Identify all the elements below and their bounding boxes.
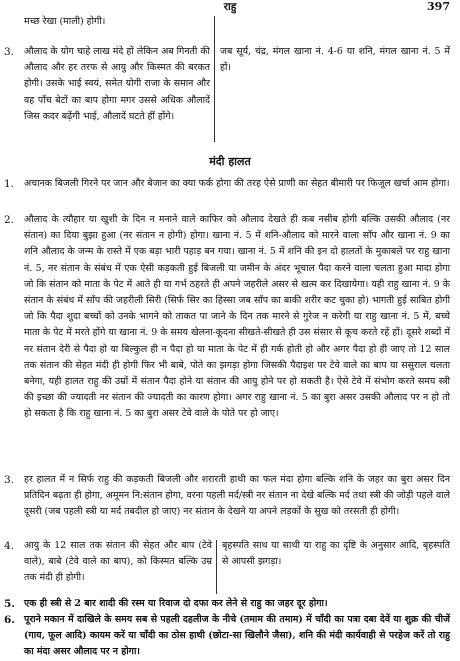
item-number: 4. [4, 540, 15, 552]
page-number: 397 [427, 0, 450, 13]
para-text: अचानक बिजली गिरने पर जान और बेजान का क्या फर्क होगा की तरह ऐसे प्राणी का सेहत बीमारी पर फिजूल खर्चा आम होगा। [24, 178, 450, 189]
para-number: 1. [4, 178, 15, 190]
page-header-title: राहु [223, 1, 237, 13]
para-text: पूराने मकान में दाखिले के समय सब से पहली दहलीज के नीचे (तमाम की तमाम) में चाँदी का पत्रा दबा देवें या शुक्र की चीजें (गाय, फूल आदि) कायम करें या चाँदी का ठोस हाथी (छोटा-सा खिलौने जैसा), शनि की मंदी कार्यवाही से परहेज करें तो राहु का मंदा असर औलाद पर न होगा। [24, 614, 450, 658]
table-divider [216, 540, 217, 594]
table-cell-text: औलाद के योग चाहे लाख मंदे हों लेकिन अब गिनती की औलाद और हर तरफ से आयु और किस्मत की बरकत होगी। उसके भाई स्वयं, समेत योगी राजा के समान और वह पाँच बेटों का बाप होगा मगर उससे अधिक औलादें जिस कदर बढ़ेंगी भाई, औलादें घटते हीं होंगे। [24, 46, 210, 122]
item-number: 3. [4, 46, 15, 58]
table-cell-condition: बृहस्पति साथ या साथी या राहु का दृष्टि के अनुसार आदि, बृहस्पति से आपसी झगड़ा। [222, 540, 450, 568]
table-divider [214, 16, 215, 142]
para-number: 3. [4, 474, 15, 486]
para-text: एक ही स्त्री से 2 बार शादी की रस्म या रिवाज दो दफा कर लेने से राहु का जहर दूर होगा। [24, 598, 328, 609]
table-cell-text: मच्छ रेखा (माली) होगी। [24, 16, 106, 27]
para-text: हर हालत में न सिर्फ राहु की कड़कती बिजली और शरारती हाथी का फल मंदा होगा बल्कि शनि के जहर का बुरा असर दिन प्रतिदिन बढ़ता ही होगा, अमूमन नि:संतान होगा, वरना पहली मर्द/स्त्री नर संतान ना देखे बल्कि मर्द तथा स्त्री की जोड़ी पहले वाले दूसरी (जब पहली स्त्री या मर्द तबदील हो जाए) नर संतान के देखने या अपने लड़कों के सुख को तरसती ही होगी। [24, 474, 450, 518]
table-cell-condition: जब सूर्य, चंद्र, मंगल खाना नं. 4-6 या शनि, मंगल खाना नं. 5 में हों। [220, 46, 450, 74]
table-cell-text: आयु के 12 साल तक संतान की सेहत और बाप (टेवे वाले), बाबे (टेवे वाले का बाप), को किस्मत बल्कि उम्र तक मंदी ही होगी। [24, 540, 212, 584]
para-text: औलाद के त्यौहार या खुशी के दिन न मनाने वाले काफिर को औलाद देखते ही कब नसीब होगी बल्कि उसकी औलाद (नर संतान) का दिया बुझा हुआ (नर संतान न होगी) होगा। खाना नं. 5 में शनि-औलाद को मारने वाला साँप और खाना नं. 9 का शनि औलाद के जन्म के रास्ते में एक बड़ा भारी पहाड़ बन गया। खाना नं. 5 में शनि की इन दो हालतों के मुकाबले पर राहु खाना नं. 5, नर संतान के संबंध में एक ऐसी कड़कती हुई बिजली या जमीन के अंदर भूचाल पैदा करने वाला चलता हुआ मादा होगा जो कि संतान को माता के पेट में आते ही या गर्भ ठहरते ही अपने जहरीले असर से खत्म कर दिखायेगा। यही राहु खाना नं. 9 के संतान के संबंध में साँप की जहरीली सिरी (सिर्फ सिर का हिस्सा जब साँप का बाकी शरीर कट चुका हो) भागती हुई साबित होगी जो कि पैदा शुदा बच्चों को उनके भागने को ताकत पा जाने के दिन तक मारने से गुरेज न करेगी या राहु खाना नं. 5 में, बच्चे माता के पेट में मरते होंगे या खाना नं. 9 के समय खेलना-कूदना सीखते-सीखते ही उस संसार से कूच करते रहें हों। दूसरे शब्दों में नर संतान देरी से पैदा हो या बिल्कुल ही न पैदा हो या माता के पेट में ही गर्क होती हो और अगर पैदा हो ही जाए तो 12 साल तक संतान की सेहत मंदी ही होगी फिर भी बाबे, पोते का झगड़ा होगा जिसकी पैदाइश पर टेवे वाले का बाप या ससुराल चलता बनेगा, यही हालत राहु की उम्रों में संतान पैदा होने या संतान की आयु होने पर हो सकती है। ऐसे टेवे में संभोग करते समय स्त्री की इच्छा की ज्यादती नर संतान की ज्यादती का कारण होगा। अगर राहु खाना नं. 5 का बुरा असर उसकी औलाद पर न हो तो हो सकता है कि राहु खाना नं. 5 का बुरा असर टेवे वाले के पोते पर हो जाए। [24, 214, 450, 420]
para-number: 6. [4, 614, 15, 626]
para-number: 2. [4, 214, 15, 226]
section-title: मंदी हालत [209, 155, 251, 168]
para-number: 5. [4, 598, 15, 610]
